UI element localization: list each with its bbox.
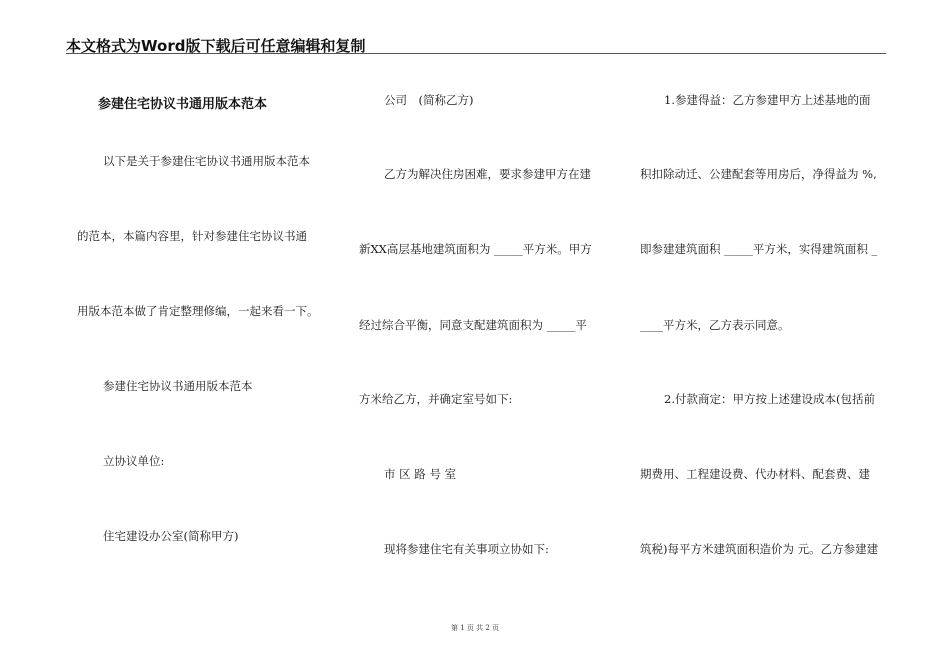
paragraph-line: 用版本范本做了肯定整理修编，一起来看一下。 xyxy=(77,304,319,318)
paragraph-line: ____平方米，乙方表示同意。 xyxy=(640,318,790,332)
paragraph-line: 2.付款商定：甲方按上述建设成本(包括前 xyxy=(664,392,875,406)
paragraph-line: 筑税)每平方米建筑面积造价为 元。乙方参建建 xyxy=(640,542,879,556)
paragraph-line: 现将参建住宅有关事项立协如下: xyxy=(384,542,549,556)
paragraph-line: 公司 (简称乙方) xyxy=(384,93,474,107)
header-divider xyxy=(66,53,886,54)
paragraph-line: 经过综合平衡，同意支配建筑面积为 _____平 xyxy=(359,318,587,332)
paragraph-line: 住宅建设办公室(简称甲方) xyxy=(103,529,239,543)
page-number: 第 1 页 共 2 页 xyxy=(450,624,500,632)
paragraph-line: 的范本，本篇内容里，针对参建住宅协议书通 xyxy=(77,229,307,243)
paragraph-line: 积扣除动迁、公建配套等用房后，净得益为 %, xyxy=(640,167,877,181)
paragraph-line: 1.参建得益：乙方参建甲方上述基地的面 xyxy=(664,93,871,107)
paragraph-line: 即参建建筑面积 _____平方米，实得建筑面积 _ xyxy=(640,242,878,256)
paragraph-line: 方米给乙方，并确定室号如下: xyxy=(359,392,513,406)
paragraph-line: 以下是关于参建住宅协议书通用版本范本 xyxy=(103,154,310,168)
document-title: 参建住宅协议书通用版本范本 xyxy=(98,97,268,112)
paragraph-line: 新XX高层基地建筑面积为 _____平方米。甲方 xyxy=(359,242,592,256)
paragraph-line: 参建住宅协议书通用版本范本 xyxy=(103,379,253,393)
paragraph-line: 期费用、工程建设费、代办材料、配套费、建 xyxy=(640,467,870,481)
document-header: 本文格式为Word版下载后可任意编辑和复制 xyxy=(66,37,366,55)
paragraph-line: 市 区 路 号 室 xyxy=(384,467,457,481)
paragraph-line: 立协议单位: xyxy=(103,454,165,468)
paragraph-line: 乙方为解决住房困难，要求参建甲方在建 xyxy=(384,167,591,181)
